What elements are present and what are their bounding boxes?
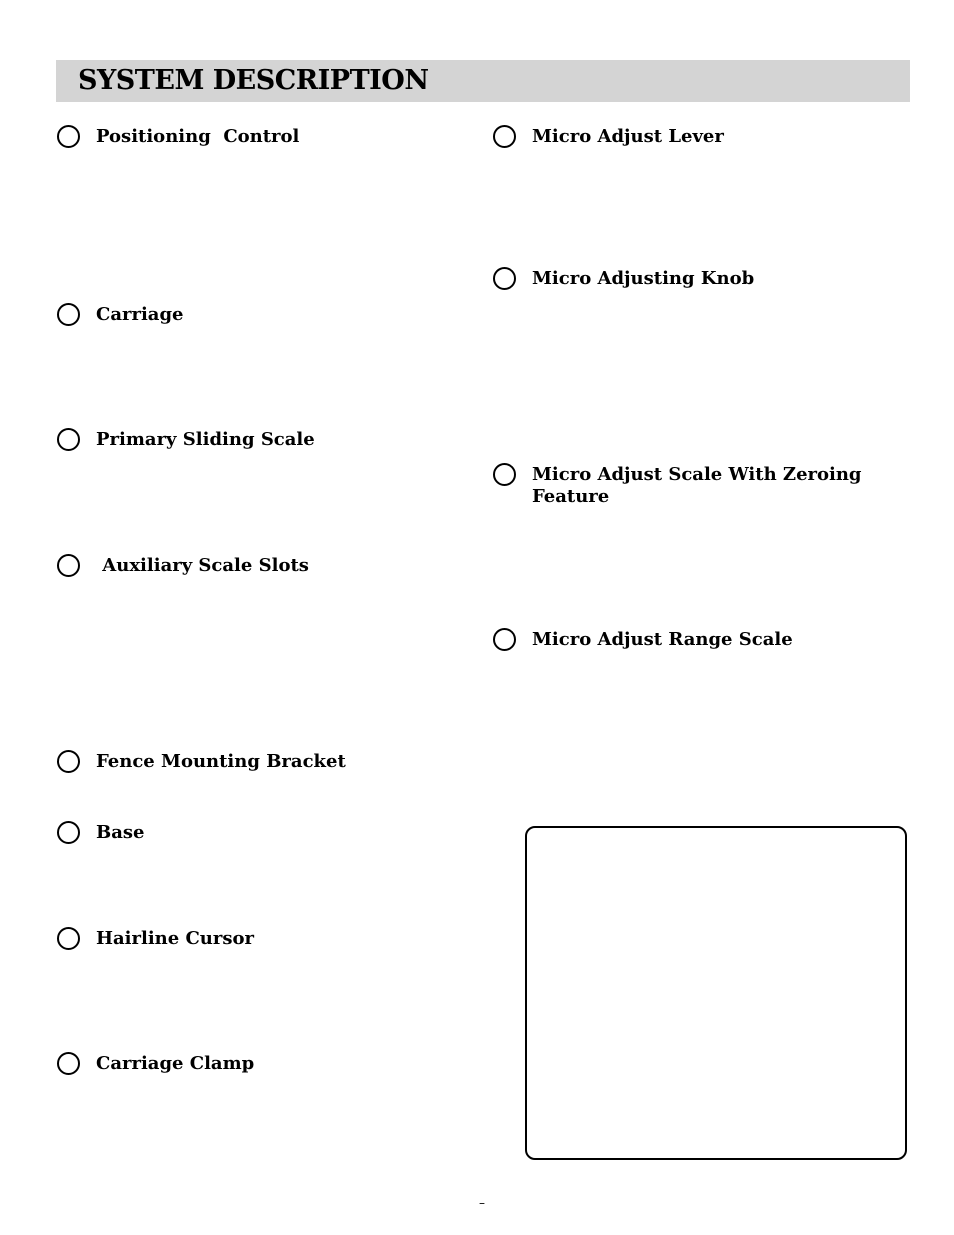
item-label: Positioning Control [96,126,300,147]
item-label: Micro Adjust Scale With Zeroing Feature [532,464,862,507]
callout-circle-icon [57,554,80,577]
page-number-mark: – [479,1196,485,1210]
callout-circle-icon [57,750,80,773]
item-label: Carriage [96,304,184,325]
item-label: Micro Adjust Lever [532,126,724,147]
item-label: Primary Sliding Scale [96,429,315,450]
illustration-frame [525,826,907,1160]
callout-circle-icon [493,628,516,651]
callout-circle-icon [57,125,80,148]
item-label: Auxiliary Scale Slots [96,555,309,576]
section-header [56,60,910,102]
item-label: Carriage Clamp [96,1053,255,1074]
item-label: Hairline Cursor [96,928,254,949]
callout-circle-icon [493,125,516,148]
callout-circle-icon [57,1052,80,1075]
callout-circle-icon [57,927,80,950]
item-label: Micro Adjusting Knob [532,268,755,289]
callout-circle-icon [493,267,516,290]
callout-circle-icon [57,428,80,451]
callout-circle-icon [57,303,80,326]
callout-circle-icon [493,463,516,486]
item-label: Fence Mounting Bracket [96,751,346,772]
item-label: Micro Adjust Range Scale [532,629,793,650]
section-title: SYSTEM DESCRIPTION [78,65,429,96]
callout-circle-icon [57,821,80,844]
item-label: Base [96,822,145,843]
